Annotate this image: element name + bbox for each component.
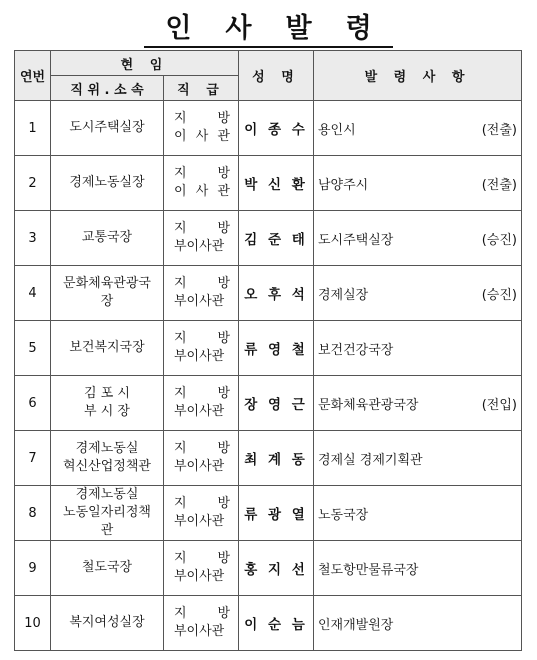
position-line: 복지여성실장 xyxy=(69,615,145,630)
appointment-cell xyxy=(314,486,522,541)
current-position xyxy=(51,211,164,266)
appointment-post: 보건건강국장 xyxy=(318,342,394,358)
current-position xyxy=(51,376,164,431)
person-name: 이 종 수 xyxy=(239,101,314,156)
position-line: 철도국장 xyxy=(81,560,133,575)
person-name: 장 영 근 xyxy=(239,376,314,431)
rank-line: 부이사관 xyxy=(174,239,225,254)
rank-cell xyxy=(164,266,239,321)
rank-line: 지 방 xyxy=(174,441,230,456)
current-position xyxy=(51,596,164,651)
current-position xyxy=(51,541,164,596)
rank-cell xyxy=(164,321,239,376)
appointment-cell xyxy=(314,266,522,321)
appointment-post: 철도항만물류국장 xyxy=(318,562,419,578)
row-number: 3 xyxy=(15,211,51,266)
position-line: 혁신산업정책관 xyxy=(63,459,151,474)
rank-cell xyxy=(164,211,239,266)
header-position-unit: 직 위 . 소 속 xyxy=(51,76,164,101)
rank-line: 지 방 xyxy=(174,221,230,236)
rank-cell xyxy=(164,101,239,156)
current-position xyxy=(51,266,164,321)
rank-line: 지 방 xyxy=(174,331,230,346)
document-title xyxy=(0,6,537,48)
rank-cell xyxy=(164,596,239,651)
position-line: 문화체육관광국 xyxy=(63,276,151,291)
rank-line: 지 방 xyxy=(174,551,230,566)
rank-line: 지 방 xyxy=(174,276,230,291)
table-row xyxy=(15,541,522,596)
person-name: 오 후 석 xyxy=(239,266,314,321)
appointment-cell xyxy=(314,321,522,376)
appointment-post: 경제실 경제기획관 xyxy=(318,452,423,468)
header-rank: 직 급 xyxy=(164,76,239,101)
position-line: 경제노동실장 xyxy=(69,175,145,190)
current-position xyxy=(51,431,164,486)
appointment-note: (승진) xyxy=(481,287,517,303)
position-line: 노동일자리정책 xyxy=(63,505,151,520)
appointment-note: (전입) xyxy=(481,397,517,413)
table-row xyxy=(15,211,522,266)
rank-line: 부이사관 xyxy=(174,459,225,474)
rank-line: 부이사관 xyxy=(174,349,225,364)
appointment-note: (전출) xyxy=(481,122,517,138)
person-name: 김 준 태 xyxy=(239,211,314,266)
row-number: 9 xyxy=(15,541,51,596)
rank-line: 지 방 xyxy=(174,166,230,181)
person-name: 홍 지 선 xyxy=(239,541,314,596)
rank-cell xyxy=(164,156,239,211)
position-line: 김 포 시 xyxy=(84,386,130,401)
rank-cell xyxy=(164,486,239,541)
position-line: 경제노동실 xyxy=(75,441,139,456)
table-row xyxy=(15,431,522,486)
table-row xyxy=(15,376,522,431)
row-number: 7 xyxy=(15,431,51,486)
appointment-note: (승진) xyxy=(481,232,517,248)
rank-line: 지 방 xyxy=(174,386,230,401)
rank-cell xyxy=(164,376,239,431)
appointment-cell xyxy=(314,101,522,156)
appointment-post: 노동국장 xyxy=(318,507,369,523)
row-number: 4 xyxy=(15,266,51,321)
rank-line: 부이사관 xyxy=(174,294,225,309)
position-line: 도시주택실장 xyxy=(69,120,145,135)
rank-line: 이 사 관 xyxy=(174,129,230,144)
position-line: 부 시 장 xyxy=(84,404,130,419)
rank-cell xyxy=(164,541,239,596)
position-line: 장 xyxy=(100,294,114,309)
table-row xyxy=(15,156,522,211)
header-seq: 연번 xyxy=(15,51,51,101)
appointment-post: 문화체육관광국장 xyxy=(318,397,419,413)
table-row xyxy=(15,101,522,156)
appointment-post: 인재개발원장 xyxy=(318,617,394,633)
appointment-cell xyxy=(314,376,522,431)
title-char: 발 xyxy=(285,13,312,44)
title-char: 인 xyxy=(165,13,192,44)
appointment-cell xyxy=(314,431,522,486)
position-line: 관 xyxy=(100,523,114,538)
row-number: 2 xyxy=(15,156,51,211)
person-name: 박 신 환 xyxy=(239,156,314,211)
header-appointment: 발 령 사 항 xyxy=(314,51,522,101)
appointment-post: 도시주택실장 xyxy=(318,232,394,248)
position-line: 보건복지국장 xyxy=(69,340,145,355)
appointment-cell xyxy=(314,596,522,651)
table-row xyxy=(15,596,522,651)
row-number: 5 xyxy=(15,321,51,376)
row-number: 8 xyxy=(15,486,51,541)
rank-line: 부이사관 xyxy=(174,514,225,529)
appointment-cell xyxy=(314,211,522,266)
rank-line: 부이사관 xyxy=(174,569,225,584)
appointment-note: (전출) xyxy=(481,177,517,193)
current-position xyxy=(51,486,164,541)
appointment-post: 용인시 xyxy=(318,122,356,138)
person-name: 류 광 열 xyxy=(239,486,314,541)
person-name: 류 영 철 xyxy=(239,321,314,376)
appointment-cell xyxy=(314,156,522,211)
row-number: 10 xyxy=(15,596,51,651)
appointment-post: 경제실장 xyxy=(318,287,369,303)
row-number: 1 xyxy=(15,101,51,156)
rank-line: 부이사관 xyxy=(174,624,225,639)
position-line: 교통국장 xyxy=(81,230,133,245)
title-char: 령 xyxy=(345,13,372,44)
rank-line: 이 사 관 xyxy=(174,184,230,199)
appointment-cell xyxy=(314,541,522,596)
row-number: 6 xyxy=(15,376,51,431)
appointment-table xyxy=(14,50,522,651)
current-position xyxy=(51,101,164,156)
rank-cell xyxy=(164,431,239,486)
table-row xyxy=(15,321,522,376)
title-char: 사 xyxy=(225,13,252,44)
position-line: 경제노동실 xyxy=(75,487,139,502)
person-name: 이 순 늠 xyxy=(239,596,314,651)
rank-line: 지 방 xyxy=(174,111,230,126)
appointment-post: 남양주시 xyxy=(318,177,369,193)
rank-line: 부이사관 xyxy=(174,404,225,419)
rank-line: 지 방 xyxy=(174,496,230,511)
current-position xyxy=(51,156,164,211)
current-position xyxy=(51,321,164,376)
header-current: 현 임 xyxy=(51,51,239,76)
table-row xyxy=(15,486,522,541)
rank-line: 지 방 xyxy=(174,606,230,621)
table-row xyxy=(15,266,522,321)
header-name: 성 명 xyxy=(239,51,314,101)
person-name: 최 계 동 xyxy=(239,431,314,486)
